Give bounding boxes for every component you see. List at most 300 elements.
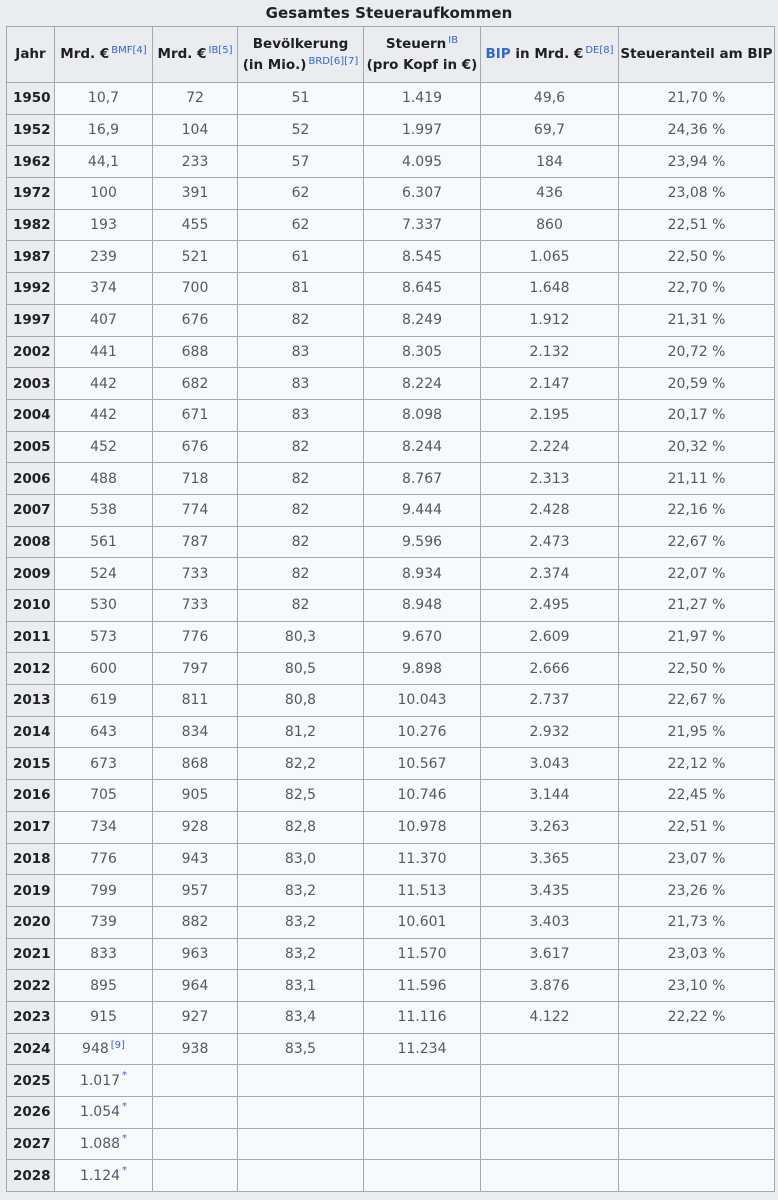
table-row xyxy=(7,1128,775,1160)
cell-bmf xyxy=(55,906,153,938)
cell-share-value: 21,97 % xyxy=(667,629,726,646)
cell-year: 2004 xyxy=(7,399,55,431)
cell-ib xyxy=(153,653,238,685)
cell-ib-value: 72 xyxy=(186,90,204,107)
cell-ib-value: 676 xyxy=(181,312,209,329)
cell-bmf xyxy=(55,494,153,526)
cell-bmf xyxy=(55,241,153,273)
cell-share-value: 23,94 % xyxy=(667,153,726,170)
cell-gdp-value: 69,7 xyxy=(533,122,566,139)
cell-bmf xyxy=(55,1128,153,1160)
cell-year: 2025 xyxy=(7,1065,55,1097)
cell-share xyxy=(619,1033,775,1065)
cell-share-value: 24,36 % xyxy=(667,122,726,139)
cell-tax xyxy=(364,653,481,685)
cell-tax xyxy=(364,1128,481,1160)
cell-bmf xyxy=(55,336,153,368)
cell-tax xyxy=(364,209,481,241)
cell-bmf-value: 193 xyxy=(90,217,117,234)
cell-tax-value: 4.095 xyxy=(401,153,443,170)
cell-bmf-value: 561 xyxy=(90,533,117,550)
cell-pop-value: 82 xyxy=(291,502,310,519)
cell-gdp xyxy=(481,1001,619,1033)
header-gdp-label: in Mrd. € xyxy=(515,46,584,62)
cell-pop xyxy=(238,1097,364,1129)
cell-ib-value: 233 xyxy=(181,153,209,170)
cell-gdp xyxy=(481,843,619,875)
cell-tax-value: 8.244 xyxy=(401,438,443,455)
cell-gdp xyxy=(481,114,619,146)
ref-bmf-link[interactable]: BMF[4] xyxy=(111,45,147,56)
cell-year: 2002 xyxy=(7,336,55,368)
cell-gdp xyxy=(481,463,619,495)
cell-ib-value: 928 xyxy=(181,819,209,836)
cell-share xyxy=(619,241,775,273)
cell-share xyxy=(619,83,775,115)
table-row xyxy=(7,685,775,717)
cell-ib-value: 797 xyxy=(181,660,209,677)
cell-pop-value: 82,8 xyxy=(284,819,317,836)
cell-gdp-value: 1.648 xyxy=(529,280,570,297)
cell-pop xyxy=(238,653,364,685)
header-gdp xyxy=(481,27,619,83)
cell-year: 2028 xyxy=(7,1160,55,1192)
cell-share-value: 22,45 % xyxy=(667,787,726,804)
table-row xyxy=(7,1097,775,1129)
cell-year: 2013 xyxy=(7,685,55,717)
cell-bmf-value: 673 xyxy=(90,755,117,772)
cell-tax xyxy=(364,431,481,463)
table-row xyxy=(7,1033,775,1065)
cell-gdp-value: 3.144 xyxy=(529,787,570,804)
cell-tax xyxy=(364,685,481,717)
cell-tax xyxy=(364,843,481,875)
cell-gdp xyxy=(481,558,619,590)
header-ib-label: Mrd. € xyxy=(157,46,207,62)
cell-pop xyxy=(238,431,364,463)
header-population-unit: (in Mio.) xyxy=(242,56,307,73)
cell-bmf-value: 16,9 xyxy=(87,122,120,139)
cell-share xyxy=(619,875,775,907)
cell-bmf-value: 573 xyxy=(90,629,117,646)
cell-tax xyxy=(364,399,481,431)
table-row xyxy=(7,970,775,1002)
cell-gdp xyxy=(481,241,619,273)
cell-ib xyxy=(153,811,238,843)
cell-pop xyxy=(238,83,364,115)
cell-pop-value: 83,1 xyxy=(284,977,317,994)
cell-ib xyxy=(153,526,238,558)
cell-gdp xyxy=(481,1065,619,1097)
cell-gdp-value: 860 xyxy=(536,217,563,234)
cell-pop xyxy=(238,716,364,748)
table-row xyxy=(7,875,775,907)
cell-share-value: 22,50 % xyxy=(667,248,726,265)
cell-ib-value: 943 xyxy=(181,850,209,867)
cell-pop xyxy=(238,875,364,907)
cell-share xyxy=(619,970,775,1002)
header-population-label: Bevölkerung xyxy=(252,35,349,52)
ref-brd-link[interactable]: BRD[6][7] xyxy=(308,55,359,67)
cell-ib-value: 718 xyxy=(181,470,209,487)
cell-share xyxy=(619,114,775,146)
cell-gdp xyxy=(481,685,619,717)
cell-tax-value: 1.419 xyxy=(401,90,443,107)
cell-gdp-value: 3.435 xyxy=(529,882,570,899)
table-row xyxy=(7,273,775,305)
cell-pop xyxy=(238,526,364,558)
table-row xyxy=(7,590,775,622)
cell-share xyxy=(619,431,775,463)
cell-bmf-value: 407 xyxy=(90,312,117,329)
table-row xyxy=(7,811,775,843)
cell-year: 2022 xyxy=(7,970,55,1002)
cell-gdp-value: 2.666 xyxy=(529,660,570,677)
ref-link[interactable]: [9] xyxy=(110,1039,125,1051)
cell-ib xyxy=(153,399,238,431)
cell-pop xyxy=(238,621,364,653)
cell-gdp-value: 3.617 xyxy=(529,945,570,962)
cell-bmf xyxy=(55,1065,153,1097)
cell-tax xyxy=(364,241,481,273)
cell-tax xyxy=(364,1001,481,1033)
cell-share xyxy=(619,368,775,400)
cell-ib xyxy=(153,1001,238,1033)
cell-bmf xyxy=(55,83,153,115)
cell-share-value: 22,16 % xyxy=(667,502,726,519)
cell-ib-value: 834 xyxy=(181,724,209,741)
cell-bmf xyxy=(55,621,153,653)
cell-year: 2018 xyxy=(7,843,55,875)
header-tax-label: Steuern xyxy=(385,35,447,52)
cell-share xyxy=(619,209,775,241)
cell-share xyxy=(619,716,775,748)
cell-year: 2003 xyxy=(7,368,55,400)
cell-bmf-value: 374 xyxy=(90,280,117,297)
cell-tax xyxy=(364,494,481,526)
cell-bmf xyxy=(55,209,153,241)
ref-de-link[interactable]: DE[8] xyxy=(585,45,614,56)
forecast-asterisk-link[interactable]: * xyxy=(122,1101,128,1113)
cell-tax xyxy=(364,304,481,336)
cell-year: 2024 xyxy=(7,1033,55,1065)
cell-pop xyxy=(238,463,364,495)
cell-year: 1987 xyxy=(7,241,55,273)
cell-share xyxy=(619,906,775,938)
cell-bmf-value: 441 xyxy=(90,343,117,360)
cell-bmf-value: 530 xyxy=(90,597,117,614)
cell-ib xyxy=(153,431,238,463)
cell-bmf xyxy=(55,526,153,558)
header-tax-share-label: Steueranteil am BIP xyxy=(620,46,773,62)
cell-pop-value: 80,8 xyxy=(284,692,317,709)
cell-bmf xyxy=(55,431,153,463)
cell-bmf xyxy=(55,304,153,336)
cell-bmf xyxy=(55,273,153,305)
cell-pop-value: 82 xyxy=(291,438,310,455)
table-row xyxy=(7,780,775,812)
cell-ib xyxy=(153,463,238,495)
table-row xyxy=(7,621,775,653)
cell-pop xyxy=(238,938,364,970)
cell-share-value: 23,03 % xyxy=(667,945,726,962)
cell-tax-value: 8.934 xyxy=(401,565,443,582)
cell-pop-value: 83,0 xyxy=(284,850,317,867)
cell-pop-value: 52 xyxy=(291,122,310,139)
cell-bmf xyxy=(55,653,153,685)
cell-bmf-value: 1.054 xyxy=(79,1104,121,1121)
cell-share xyxy=(619,843,775,875)
cell-share-value: 21,31 % xyxy=(667,312,726,329)
cell-year: 2026 xyxy=(7,1097,55,1129)
cell-pop xyxy=(238,780,364,812)
cell-pop xyxy=(238,970,364,1002)
cell-tax xyxy=(364,1033,481,1065)
cell-share-value: 22,22 % xyxy=(667,1009,726,1026)
cell-ib-value: 104 xyxy=(181,122,209,139)
cell-pop-value: 62 xyxy=(291,217,310,234)
cell-tax xyxy=(364,526,481,558)
cell-ib xyxy=(153,875,238,907)
cell-tax xyxy=(364,970,481,1002)
header-population xyxy=(238,27,364,83)
cell-share xyxy=(619,336,775,368)
table-row xyxy=(7,83,775,115)
cell-tax-value: 10.746 xyxy=(397,787,447,804)
cell-pop-value: 82 xyxy=(291,470,310,487)
cell-share xyxy=(619,558,775,590)
cell-bmf-value: 100 xyxy=(90,185,117,202)
cell-gdp-value: 2.609 xyxy=(529,629,570,646)
cell-share-value: 23,10 % xyxy=(667,977,726,994)
cell-year: 2020 xyxy=(7,906,55,938)
cell-year: 2021 xyxy=(7,938,55,970)
cell-share-value: 23,26 % xyxy=(667,882,726,899)
cell-tax-value: 6.307 xyxy=(401,185,443,202)
cell-tax xyxy=(364,178,481,210)
cell-pop-value: 51 xyxy=(291,90,310,107)
cell-share-value: 21,95 % xyxy=(667,724,726,741)
cell-pop-value: 61 xyxy=(291,248,310,265)
cell-tax-value: 11.596 xyxy=(397,977,447,994)
cell-year: 1972 xyxy=(7,178,55,210)
cell-ib-value: 963 xyxy=(181,945,209,962)
cell-bmf-value: 442 xyxy=(90,407,117,424)
cell-ib xyxy=(153,748,238,780)
cell-tax xyxy=(364,748,481,780)
cell-year: 1950 xyxy=(7,83,55,115)
cell-ib xyxy=(153,1033,238,1065)
cell-ib xyxy=(153,716,238,748)
cell-bmf xyxy=(55,114,153,146)
cell-ib xyxy=(153,938,238,970)
cell-gdp xyxy=(481,178,619,210)
cell-bmf-value: 600 xyxy=(90,660,117,677)
forecast-asterisk-link[interactable]: * xyxy=(122,1133,128,1145)
table-row xyxy=(7,399,775,431)
cell-bmf-value: 833 xyxy=(90,945,117,962)
cell-ib xyxy=(153,1097,238,1129)
cell-tax-value: 7.337 xyxy=(401,217,443,234)
cell-tax xyxy=(364,558,481,590)
cell-year: 2006 xyxy=(7,463,55,495)
cell-ib xyxy=(153,304,238,336)
cell-share xyxy=(619,494,775,526)
table-row xyxy=(7,1001,775,1033)
cell-share xyxy=(619,1001,775,1033)
cell-gdp-value: 3.876 xyxy=(529,977,570,994)
cell-pop xyxy=(238,114,364,146)
cell-year: 2027 xyxy=(7,1128,55,1160)
table-row xyxy=(7,906,775,938)
cell-tax xyxy=(364,1097,481,1129)
cell-ib xyxy=(153,780,238,812)
cell-tax-value: 10.043 xyxy=(397,692,447,709)
cell-tax-value: 8.224 xyxy=(401,375,443,392)
cell-gdp xyxy=(481,304,619,336)
forecast-asterisk-link[interactable]: * xyxy=(122,1164,128,1176)
cell-year: 2011 xyxy=(7,621,55,653)
cell-gdp xyxy=(481,146,619,178)
cell-share-value: 22,70 % xyxy=(667,280,726,297)
cell-share xyxy=(619,178,775,210)
cell-pop-value: 82 xyxy=(291,597,310,614)
cell-gdp-value: 2.737 xyxy=(529,692,570,709)
cell-pop xyxy=(238,748,364,780)
cell-ib xyxy=(153,209,238,241)
cell-bmf xyxy=(55,811,153,843)
cell-bmf-value: 643 xyxy=(90,724,117,741)
cell-bmf xyxy=(55,1033,153,1065)
cell-bmf xyxy=(55,1097,153,1129)
cell-pop xyxy=(238,146,364,178)
cell-ib-value: 776 xyxy=(181,629,209,646)
cell-year: 2015 xyxy=(7,748,55,780)
cell-tax-value: 10.601 xyxy=(397,914,447,931)
cell-bmf xyxy=(55,843,153,875)
table-row xyxy=(7,114,775,146)
cell-tax xyxy=(364,273,481,305)
cell-pop xyxy=(238,368,364,400)
table-row xyxy=(7,494,775,526)
cell-gdp-value: 2.932 xyxy=(529,724,570,741)
table-header xyxy=(7,27,775,83)
cell-tax-value: 8.767 xyxy=(401,470,443,487)
cell-gdp xyxy=(481,1033,619,1065)
cell-year: 2017 xyxy=(7,811,55,843)
cell-gdp-value: 2.313 xyxy=(529,470,570,487)
cell-ib-value: 676 xyxy=(181,438,209,455)
cell-gdp-value: 49,6 xyxy=(533,90,566,107)
ref-tax-ib-link[interactable]: IB xyxy=(448,34,459,46)
cell-share-value: 20,32 % xyxy=(667,438,726,455)
cell-pop xyxy=(238,178,364,210)
cell-year: 2009 xyxy=(7,558,55,590)
header-ib xyxy=(153,27,238,83)
cell-pop-value: 83,2 xyxy=(284,914,317,931)
cell-gdp-value: 3.263 xyxy=(529,819,570,836)
cell-ib xyxy=(153,368,238,400)
cell-pop-value: 80,5 xyxy=(284,660,317,677)
cell-gdp-value: 2.147 xyxy=(529,375,570,392)
cell-tax xyxy=(364,875,481,907)
cell-gdp xyxy=(481,83,619,115)
cell-share xyxy=(619,1128,775,1160)
cell-tax-value: 1.997 xyxy=(401,122,443,139)
cell-pop xyxy=(238,1033,364,1065)
table-row xyxy=(7,653,775,685)
cell-gdp xyxy=(481,336,619,368)
cell-bmf xyxy=(55,780,153,812)
cell-pop xyxy=(238,558,364,590)
cell-tax xyxy=(364,1065,481,1097)
cell-share xyxy=(619,621,775,653)
cell-bmf-value: 44,1 xyxy=(87,153,120,170)
cell-ib xyxy=(153,273,238,305)
cell-gdp-value: 4.122 xyxy=(529,1009,570,1026)
cell-pop-value: 83,2 xyxy=(284,945,317,962)
cell-pop xyxy=(238,336,364,368)
cell-tax xyxy=(364,1160,481,1192)
cell-tax-value: 11.234 xyxy=(397,1040,447,1057)
cell-gdp-value: 3.043 xyxy=(529,755,570,772)
cell-pop xyxy=(238,906,364,938)
table-row xyxy=(7,843,775,875)
ref-ib-link[interactable]: IB[5] xyxy=(208,45,233,56)
forecast-asterisk-link[interactable]: * xyxy=(122,1069,128,1081)
cell-pop-value: 81,2 xyxy=(284,724,317,741)
cell-year: 2023 xyxy=(7,1001,55,1033)
cell-share-value: 22,07 % xyxy=(667,565,726,582)
cell-pop-value: 82,5 xyxy=(284,787,317,804)
cell-tax-value: 9.444 xyxy=(401,502,443,519)
cell-share-value: 21,11 % xyxy=(667,470,726,487)
cell-share-value: 20,72 % xyxy=(667,343,726,360)
cell-share xyxy=(619,1097,775,1129)
cell-share xyxy=(619,304,775,336)
cell-ib-value: 391 xyxy=(181,185,209,202)
cell-ib-value: 811 xyxy=(181,692,209,709)
cell-ib-value: 682 xyxy=(181,375,209,392)
table-row xyxy=(7,1160,775,1192)
cell-pop-value: 83,5 xyxy=(284,1040,317,1057)
cell-ib-value: 964 xyxy=(181,977,209,994)
cell-pop xyxy=(238,811,364,843)
bip-link[interactable]: BIP xyxy=(485,46,511,62)
cell-tax-value: 8.645 xyxy=(401,280,443,297)
cell-bmf-value: 442 xyxy=(90,375,117,392)
cell-ib xyxy=(153,843,238,875)
cell-ib xyxy=(153,336,238,368)
cell-ib-value: 521 xyxy=(181,248,209,265)
cell-tax xyxy=(364,146,481,178)
tax-revenue-table xyxy=(6,26,775,1192)
cell-ib xyxy=(153,494,238,526)
cell-gdp-value: 2.428 xyxy=(529,502,570,519)
cell-tax-value: 8.948 xyxy=(401,597,443,614)
cell-share xyxy=(619,146,775,178)
cell-gdp-value: 1.065 xyxy=(529,248,570,265)
cell-year: 1962 xyxy=(7,146,55,178)
cell-tax-value: 8.545 xyxy=(401,248,443,265)
header-bmf-label: Mrd. € xyxy=(60,46,110,62)
cell-bmf xyxy=(55,178,153,210)
cell-gdp xyxy=(481,938,619,970)
cell-share-value: 23,08 % xyxy=(667,185,726,202)
cell-gdp xyxy=(481,970,619,1002)
cell-gdp xyxy=(481,748,619,780)
table-row xyxy=(7,146,775,178)
